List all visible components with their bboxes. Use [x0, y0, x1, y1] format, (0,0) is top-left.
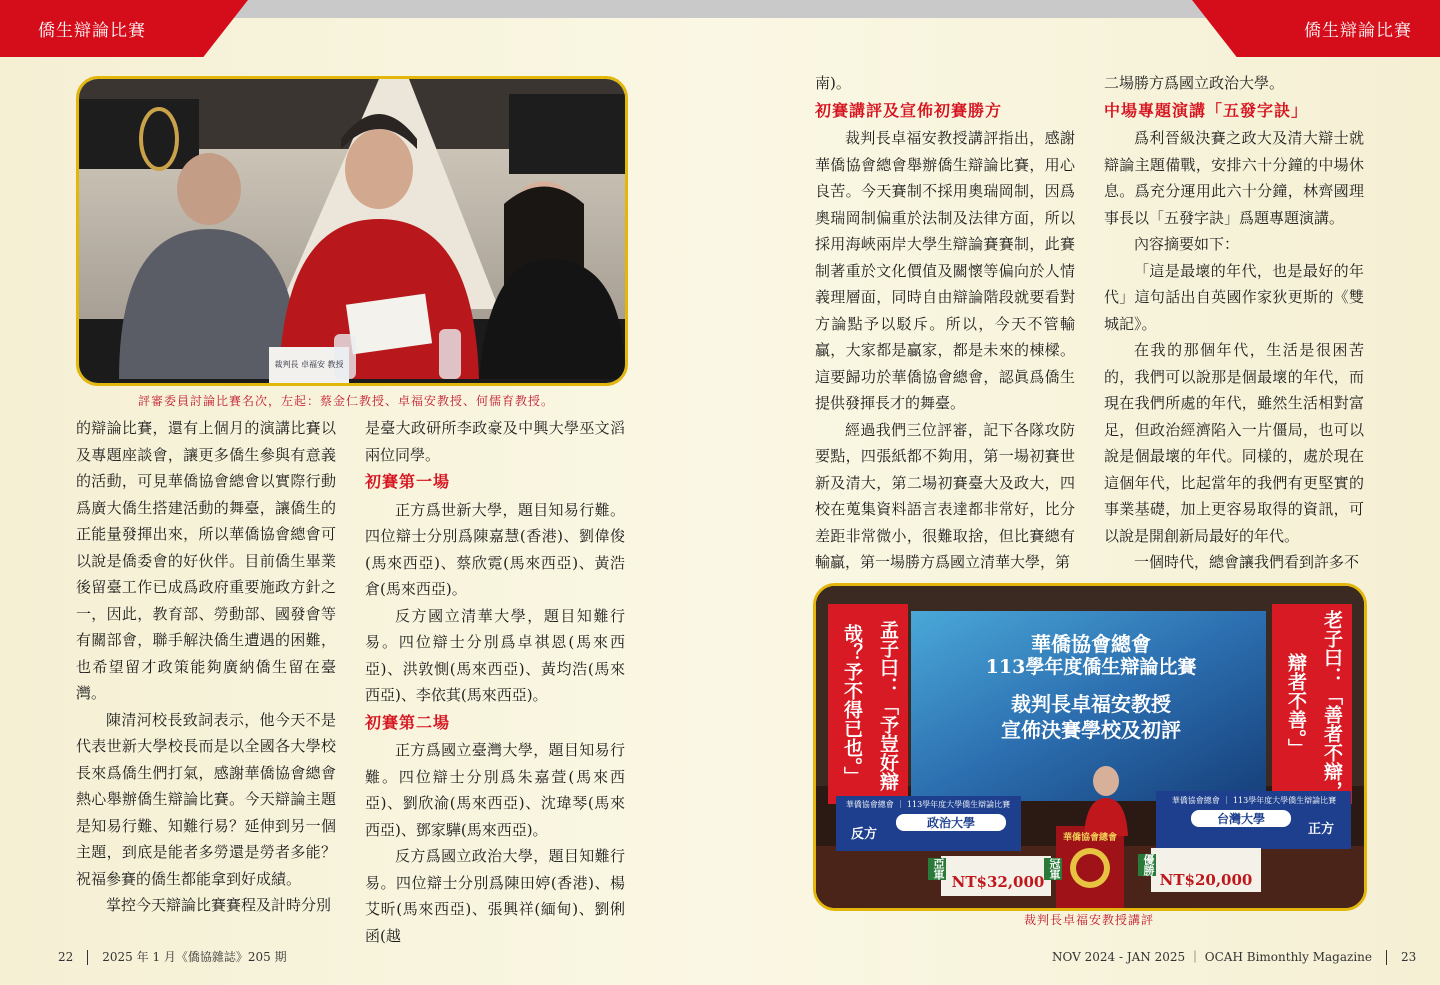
paragraph: 在我的那個年代，生活是很困苦的，我們可以說那是個最壞的年代，而現在我們所處的年代，雖然生活相對富足，但政治經濟陷入一片僵局，也可以說是個最壞的年代。同樣的，處於現在這個年代，比起當年的我們有更堅實的事業基礎，加上更容易取得的資訊，可以說是開創新局最好的年代。	[1104, 341, 1364, 545]
stage-photo	[813, 583, 1367, 911]
prize-label-first: 冠軍	[1044, 858, 1062, 880]
paragraph: 正方爲世新大學，題目知易行難。四位辯士分別爲陳嘉慧(香港)、劉偉俊(馬來西亞)、蔡欣霓(馬來西亞)、黃浩倉(馬來西亞)。	[365, 500, 625, 598]
paragraph: 內容摘要如下：	[1134, 235, 1240, 253]
article-column-3	[815, 70, 1075, 576]
article-column-4	[1104, 70, 1364, 576]
section-heading: 中場專題演講「五發字訣」	[1104, 100, 1309, 120]
header-title-left: 僑生辯論比賽	[38, 21, 146, 41]
judges-photo	[76, 76, 628, 386]
stage-photo-caption: 裁判長卓福安教授講評	[1024, 913, 1155, 927]
screen-line-1: 華僑協會總會	[1031, 632, 1151, 656]
paragraph: 反方國立清華大學，題目知難行易。四位辯士分別爲卓祺恩(馬來西亞)、洪敦惻(馬來西亞)、黃均浩(馬來西亞)、李依萁(馬來西亞)。	[365, 606, 625, 704]
section-heading: 初賽第二場	[365, 712, 451, 732]
page-number-left: 22	[58, 950, 74, 964]
page-number-right: 23	[1401, 950, 1417, 964]
right-board-team: 台灣大學	[1191, 810, 1291, 827]
issue-info-left: 2025 年 1 月《僑協雜誌》205 期	[102, 950, 287, 964]
paragraph: 是臺大政研所李政豪及中興大學巫文滔兩位同學。	[365, 419, 625, 464]
paragraph: 反方爲國立政治大學，題目知難行易。四位辯士分別爲陳田婷(香港)、楊艾昕(馬來西亞)、張興祥(緬甸)、劉俐函(越	[365, 847, 625, 945]
header-title-right: 僑生辯論比賽	[1304, 21, 1412, 41]
left-board-side: 反方	[850, 827, 877, 842]
article-column-1	[76, 415, 336, 919]
footer-divider	[1386, 950, 1387, 965]
right-board-title: 華僑協會總會 ｜ 113學年度大學僑生辯論比賽	[1171, 796, 1337, 805]
left-banner-text: 孟子曰：「予豈好辯哉？予不得已也。」	[841, 619, 899, 791]
prize-label-merit: 優勝	[1138, 854, 1156, 876]
paragraph: 「這是最壞的年代，也是最好的年代」這句話出自英國作家狄更斯的《雙城記》。	[1104, 261, 1364, 333]
judges-photo-caption: 評審委員討論比賽名次，左起：蔡金仁教授、卓福安教授、何儒育教授。	[138, 394, 555, 408]
article-column-2	[365, 415, 625, 949]
paragraph: 二場勝方爲國立政治大學。	[1104, 74, 1285, 92]
screen-line-2: 113學年度僑生辯論比賽	[985, 656, 1197, 678]
footer-right	[1052, 948, 1416, 965]
screen-line-4: 宣佈決賽學校及初評	[1001, 718, 1181, 742]
issue-info-right: NOV 2024 - JAN 2025 ｜ OCAH Bimonthly Magazine	[1052, 950, 1372, 964]
prize-amount-merit: NT$20,000	[1159, 871, 1253, 889]
section-heading: 初賽講評及宣佈初賽勝方	[815, 100, 1003, 120]
left-board-team: 政治大學	[896, 814, 1006, 831]
prize-amount-second: NT$32,000	[951, 873, 1045, 891]
section-heading: 初賽第一場	[365, 472, 451, 491]
paragraph: 南)。	[815, 74, 851, 92]
right-banner-text: 老子曰：「善者不辯，辯者不善。」	[1285, 610, 1343, 800]
screen-line-3: 裁判長卓福安教授	[1011, 692, 1171, 716]
footer-left	[58, 948, 287, 965]
paragraph: 經過我們三位評審，記下各隊攻防要點，四張紙都不夠用，第一場初賽世新及清大，第二場初賽臺大及政大，四校在蒐集資料語言表達都非常好，比分差距非常微小，很難取捨，但比賽總有輸贏，第一場勝方爲國立清華大學，第	[815, 420, 1075, 571]
paragraph: 陳清河校長致詞表示，他今天不是代表世新大學校長而是以全國各大學校長來爲僑生們打氣，感謝華僑協會總會熱心舉辦僑生辯論比賽。今天辯論主題是知易行難、知難行易？延伸到另一個主題，到底是能者多勞還是勞者多能？祝福參賽的僑生都能拿到好成績。	[76, 710, 336, 888]
right-board-side: 正方	[1307, 822, 1334, 837]
judges-photo-illustration	[79, 79, 625, 383]
judge-nameplate: 裁判長 卓福安 教授	[274, 360, 344, 369]
podium-label: 華僑協會總會	[1062, 833, 1117, 843]
prize-label-second: 亞軍	[928, 858, 946, 880]
left-board-title: 華僑協會總會 ｜ 113學年度大學僑生辯論比賽	[845, 800, 1011, 809]
paragraph: 正方爲國立臺灣大學，題目知易行難。四位辯士分別爲朱嘉萱(馬來西亞)、劉欣渝(馬來西亞)、沈瑋琴(馬來西亞)、鄧家驊(馬來西亞)。	[365, 741, 625, 839]
footer-divider	[87, 950, 88, 965]
paragraph: 掌控今天辯論比賽賽程及計時分別	[106, 896, 332, 914]
paragraph: 裁判長卓福安教授講評指出，感謝華僑協會總會舉辦僑生辯論比賽，用心良苦。今天賽制不採用奧瑞岡制，因爲奧瑞岡制偏重於法制及法律方面，所以採用海峽兩岸大學生辯論賽賽制，此賽制著重於文化價值及關懷等偏向於人情義理層面，同時自由辯論階段就要看對方論點予以駁斥。所以，今天不管輸贏，大家都是贏家，都是未來的棟樑。這要歸功於華僑協會總會，認眞爲僑生提供發揮長才的舞臺。	[815, 129, 1075, 412]
paragraph: 爲利晉級決賽之政大及清大辯士就辯論主題備戰，安排六十分鐘的中場休息。爲充分運用此六十分鐘，林齊國理事長以「五發字訣」爲題專題演講。	[1104, 129, 1364, 227]
paragraph: 一個時代，總會讓我們看到許多不	[1134, 553, 1360, 571]
paragraph: 的辯論比賽，還有上個月的演講比賽以及專題座談會，讓更多僑生參與有意義的活動，可見華僑協會總會以實際行動爲廣大僑生搭建活動的舞臺，讓僑生的正能量發揮出來，所以華僑協會總會可以說是僑委會的好伙伴。目前僑生畢業後留臺工作已成爲政府重要施政方針之一，因此，教育部、勞動部、國發會等有關部會，聯手解決僑生遭遇的困難，也希望留才政策能夠廣納僑生留在臺灣。	[76, 419, 336, 702]
